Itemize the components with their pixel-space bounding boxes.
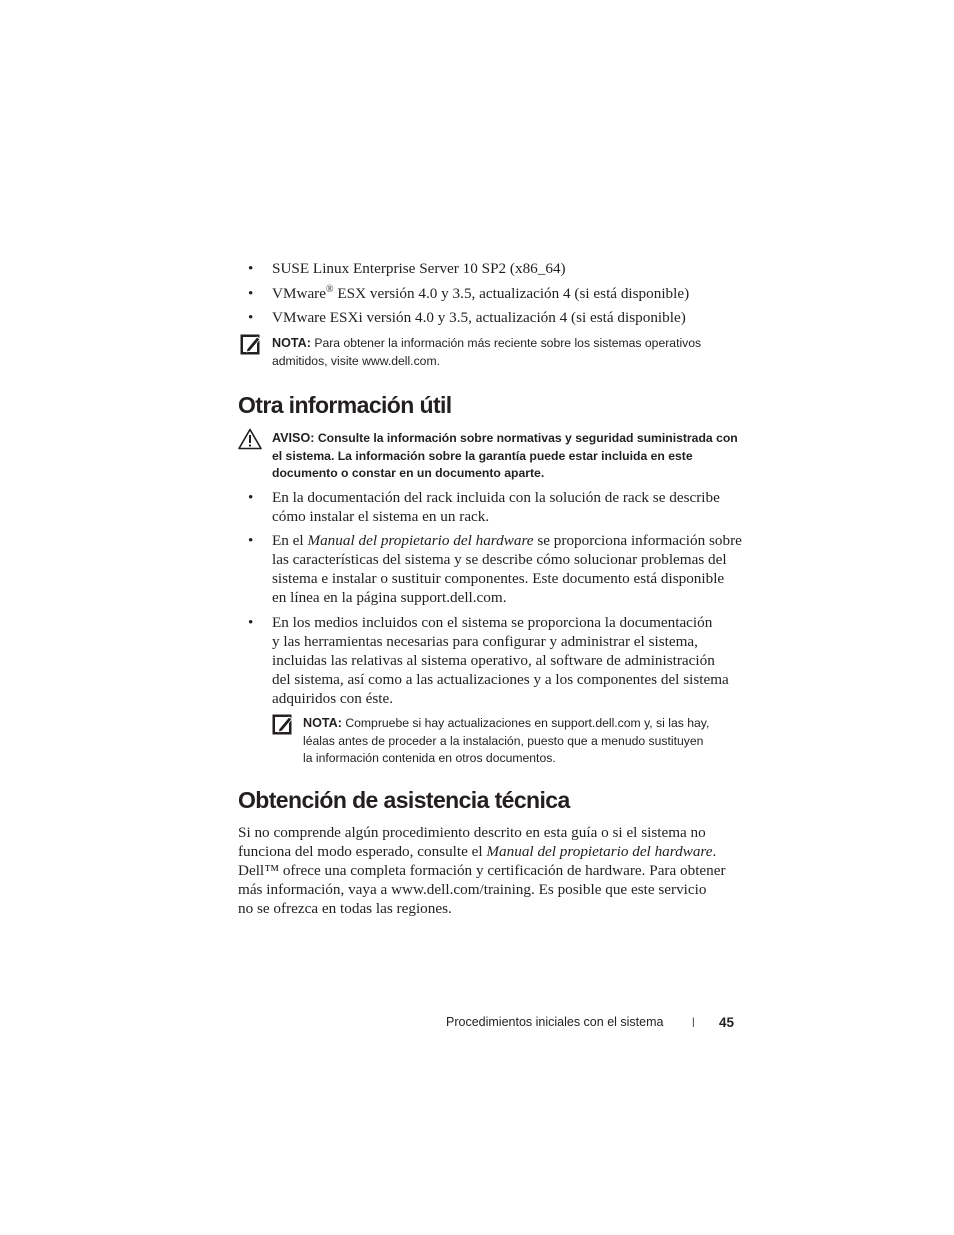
- footer-chapter-title: Procedimientos iniciales con el sistema: [446, 1015, 664, 1029]
- link-dell-com[interactable]: www.dell.com: [362, 353, 437, 368]
- pencil-note-icon: [240, 334, 264, 356]
- manual-title: Manual del propietario del hardware: [307, 532, 534, 549]
- note-text: NOTA: Para obtener la información más reciente sobre los sistemas operativos admitidos, visite www.dell.com.: [272, 336, 702, 368]
- list-item: • En la documentación del rack incluida con la solución de rack se describe cómo instalar el sistema en un rack.: [248, 489, 720, 525]
- warning-box: [238, 428, 738, 484]
- registered-mark: ®: [325, 283, 334, 295]
- note-label: NOTA:: [272, 336, 311, 350]
- footer-separator: |: [692, 1017, 695, 1028]
- note-label: NOTA:: [303, 716, 342, 730]
- info-list: [238, 488, 748, 713]
- page-footer: [446, 1015, 746, 1029]
- warning-triangle-icon: [238, 428, 262, 450]
- link-support-dell-com[interactable]: support.dell.com.: [400, 589, 507, 606]
- list-item-text-post: ESX versión 4.0 y 3.5, actualización 4 (si está disponible): [333, 285, 690, 302]
- note-text: NOTA: Compruebe si hay actualizaciones en support.dell.com y, si las hay, léalas antes de proceder a la instalación, puesto que a menudo sustituyen la información contenida en otros documentos.: [303, 716, 710, 765]
- note-box: [272, 714, 742, 770]
- os-list: [238, 259, 738, 332]
- heading-otra-informacion: Otra información útil: [238, 392, 452, 418]
- list-item: • SUSE Linux Enterprise Server 10 SP2 (x86_64): [248, 260, 566, 277]
- pencil-note-icon: [272, 714, 296, 736]
- support-paragraph: Si no comprende algún procedimiento descrito en esta guía o si el sistema no funciona del modo esperado, consulte el Manual del propietario del hardware. Dell™ ofrece una completa formación y certificación de hardware. Para obtener más información, vaya a www.dell.com/training. Es posible que este servicio no se ofrezca en todas las regiones.: [238, 824, 726, 917]
- list-item: • VMware® ESX versión 4.0 y 3.5, actualización 4 (si está disponible): [248, 283, 690, 302]
- list-item: • En el Manual del propietario del hardware se proporciona información sobre las características del sistema y se describe cómo solucionar problemas del sistema e instalar o sustituir componentes. Este documento está disponible en línea en la página support.dell.com.: [248, 532, 742, 606]
- list-item-text-pre: VMware: [272, 285, 326, 302]
- list-item-text: VMware ESXi versión 4.0 y 3.5, actualización 4 (si está disponible): [272, 309, 686, 326]
- note-box: [240, 334, 740, 374]
- list-item: • VMware ESXi versión 4.0 y 3.5, actualización 4 (si está disponible): [248, 309, 686, 326]
- link-support-dell-com[interactable]: support.dell.com: [551, 716, 641, 730]
- warning-label: AVISO:: [272, 431, 315, 445]
- heading-asistencia-tecnica: Obtención de asistencia técnica: [238, 787, 570, 813]
- link-dell-training[interactable]: www.dell.com/training: [391, 881, 531, 898]
- page-number: 45: [719, 1015, 735, 1030]
- list-item: • En los medios incluidos con el sistema se proporciona la documentación y las herramientas necesarias para configurar y administrar el sistema, incluidas las relativas al sistema operativo, al software de administración del sistema, así como a las actualizaciones y a los componentes del sistema adquiridos con éste.: [248, 614, 729, 707]
- list-item-text: SUSE Linux Enterprise Server 10 SP2 (x86_64): [272, 260, 566, 277]
- manual-title: Manual del propietario del hardware: [486, 843, 713, 860]
- warning-text: AVISO: Consulte la información sobre normativas y seguridad suministrada con el sistema. La información sobre la garantía puede estar incluida en este documento o constar en un documento aparte.: [272, 431, 738, 480]
